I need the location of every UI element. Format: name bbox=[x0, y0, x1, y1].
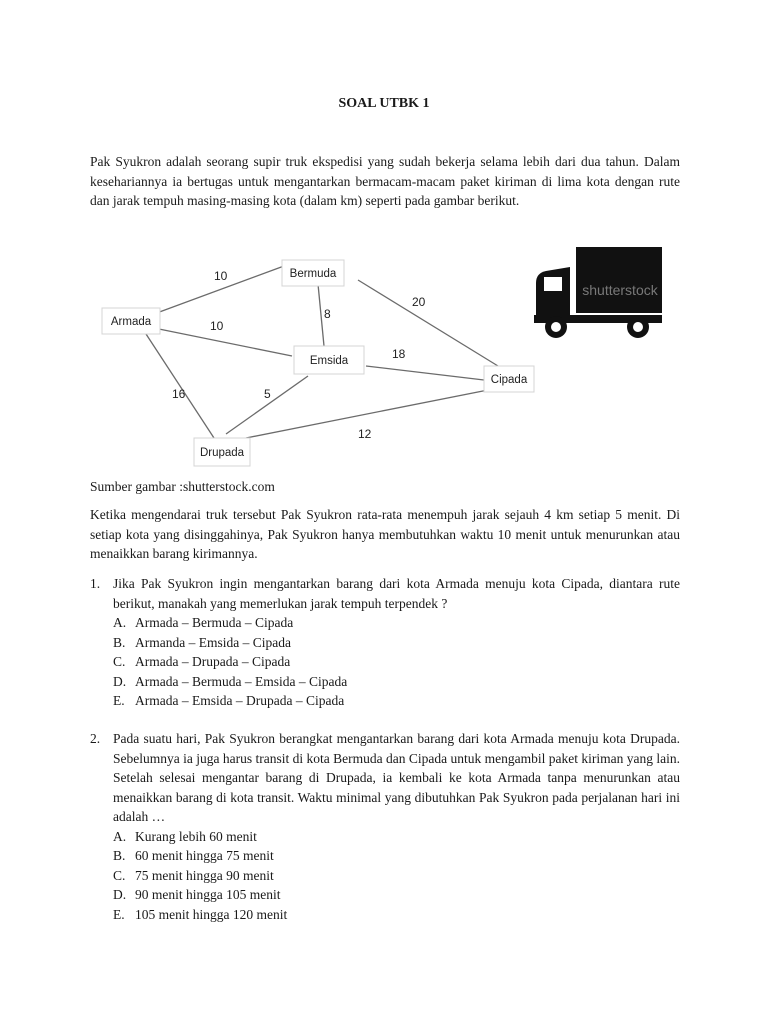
node-cipada bbox=[484, 366, 534, 392]
option-text: 90 menit hingga 105 menit bbox=[135, 887, 281, 902]
weight-bermuda-cipada: 20 bbox=[412, 295, 426, 309]
question-1 bbox=[90, 574, 680, 711]
option-e bbox=[113, 691, 680, 711]
option-b bbox=[113, 633, 680, 653]
node-label-emsida: Emsida bbox=[309, 355, 349, 367]
option-text: Armada – Bermuda – Cipada bbox=[135, 615, 294, 630]
option-letter: D. bbox=[113, 887, 127, 902]
option-c bbox=[113, 866, 680, 886]
edge-armada-drupada bbox=[146, 334, 214, 438]
option-letter: A. bbox=[113, 615, 127, 630]
node-bermuda bbox=[282, 260, 344, 286]
edge-bermuda-cipada bbox=[358, 280, 498, 366]
option-list bbox=[113, 827, 680, 925]
question-2 bbox=[90, 729, 680, 924]
option-text: Armanda – Emsida – Cipada bbox=[135, 634, 291, 650]
question-number: 1. bbox=[90, 576, 101, 591]
image-source: Sumber gambar :shutterstock.com bbox=[90, 479, 275, 494]
option-letter: C. bbox=[113, 867, 126, 883]
weight-emsida-drupada: 5 bbox=[264, 387, 271, 401]
intro-paragraph: Pak Syukron adalah seorang supir truk ekspedisi yang sudah bekerja selama lebih dari dua tahun. Dalam kesehariannya ia bertugas untuk mengantarkan bermacam-macam paket kiriman di lima kota dengan rute dan jarak tempuh masing-masing kota (dalam km) seperti pada gambar berikut. bbox=[90, 154, 680, 208]
option-text: 60 menit hingga 75 menit bbox=[135, 848, 274, 863]
question-text: Jika Pak Syukron ingin mengantarkan barang dari kota Armada menuju kota Cipada, diantara rute berikut, manakah yang memerlukan jarak tempuh terpendek ? bbox=[113, 576, 680, 611]
option-text: Armada – Emsida – Drupada – Cipada bbox=[135, 693, 345, 708]
truck-cab bbox=[536, 267, 570, 317]
option-text: 75 menit hingga 90 menit bbox=[135, 867, 274, 883]
option-a bbox=[113, 613, 680, 633]
edge-emsida-cipada bbox=[366, 366, 484, 380]
edge-emsida-drupada bbox=[226, 376, 308, 434]
node-label-drupada: Drupada bbox=[199, 447, 245, 459]
option-letter: B. bbox=[113, 634, 126, 650]
question-text: Pada suatu hari, Pak Syukron berangkat mengantarkan barang dari kota Armada menuju kota Drupada. Sebelumnya ia juga harus transit di kota Bermuda dan Cipada untuk mengambil paket kiriman yang lain. Setelah selesai mengantar barang di Drupada, ia kembali ke kota Armada tanpa menurunkan atau menaikkan barang di kota transit. Waktu minimal yang dibutuhkan Pak Syukron pada perjalanan hari ini adalah … bbox=[113, 731, 680, 824]
option-d bbox=[113, 885, 680, 905]
option-letter: E. bbox=[113, 906, 125, 922]
option-letter: A. bbox=[113, 828, 127, 844]
option-b bbox=[113, 846, 680, 866]
option-text: Armada – Bermuda – Emsida – Cipada bbox=[135, 673, 348, 689]
node-armada bbox=[102, 308, 160, 334]
option-letter: D. bbox=[113, 673, 127, 689]
truck-icon bbox=[532, 243, 664, 343]
weight-armada-emsida: 10 bbox=[210, 319, 224, 333]
info-paragraph: Ketika mengendarai truk tersebut Pak Syukron rata-rata menempuh jarak sejauh 4 km setiap 5 menit. Di setiap kota yang disinggahinya, Pak Syukron hanya membutuhkan waktu 10 menit untuk menurunkan atau menaikkan barang kirimannya. bbox=[90, 507, 680, 561]
option-letter: B. bbox=[113, 848, 126, 863]
option-letter: E. bbox=[113, 693, 125, 708]
option-e bbox=[113, 905, 680, 925]
option-d bbox=[113, 672, 680, 692]
option-c bbox=[113, 652, 680, 672]
node-drupada bbox=[194, 438, 250, 466]
weight-bermuda-emsida: 8 bbox=[324, 307, 331, 321]
weight-drupada-cipada: 12 bbox=[358, 427, 372, 441]
weight-armada-bermuda: 10 bbox=[214, 269, 228, 283]
option-text: 105 menit hingga 120 menit bbox=[135, 906, 288, 922]
truck-watermark: shutterstock bbox=[582, 282, 658, 298]
truck-cargo-box bbox=[576, 247, 662, 313]
option-text: Kurang lebih 60 menit bbox=[135, 828, 257, 844]
question-number: 2. bbox=[90, 731, 101, 746]
option-letter: C. bbox=[113, 654, 126, 669]
page-title: SOAL UTBK 1 bbox=[338, 96, 430, 111]
truck-window bbox=[544, 277, 562, 291]
weight-emsida-cipada: 18 bbox=[392, 347, 406, 361]
node-emsida bbox=[294, 346, 364, 374]
option-list bbox=[113, 613, 680, 711]
node-label-armada: Armada bbox=[110, 316, 152, 328]
node-label-bermuda: Bermuda bbox=[289, 268, 337, 280]
node-label-cipada: Cipada bbox=[490, 374, 528, 386]
route-graph bbox=[96, 248, 536, 470]
option-a bbox=[113, 827, 680, 847]
option-text: Armada – Drupada – Cipada bbox=[135, 654, 291, 669]
weight-armada-drupada: 16 bbox=[172, 387, 186, 401]
